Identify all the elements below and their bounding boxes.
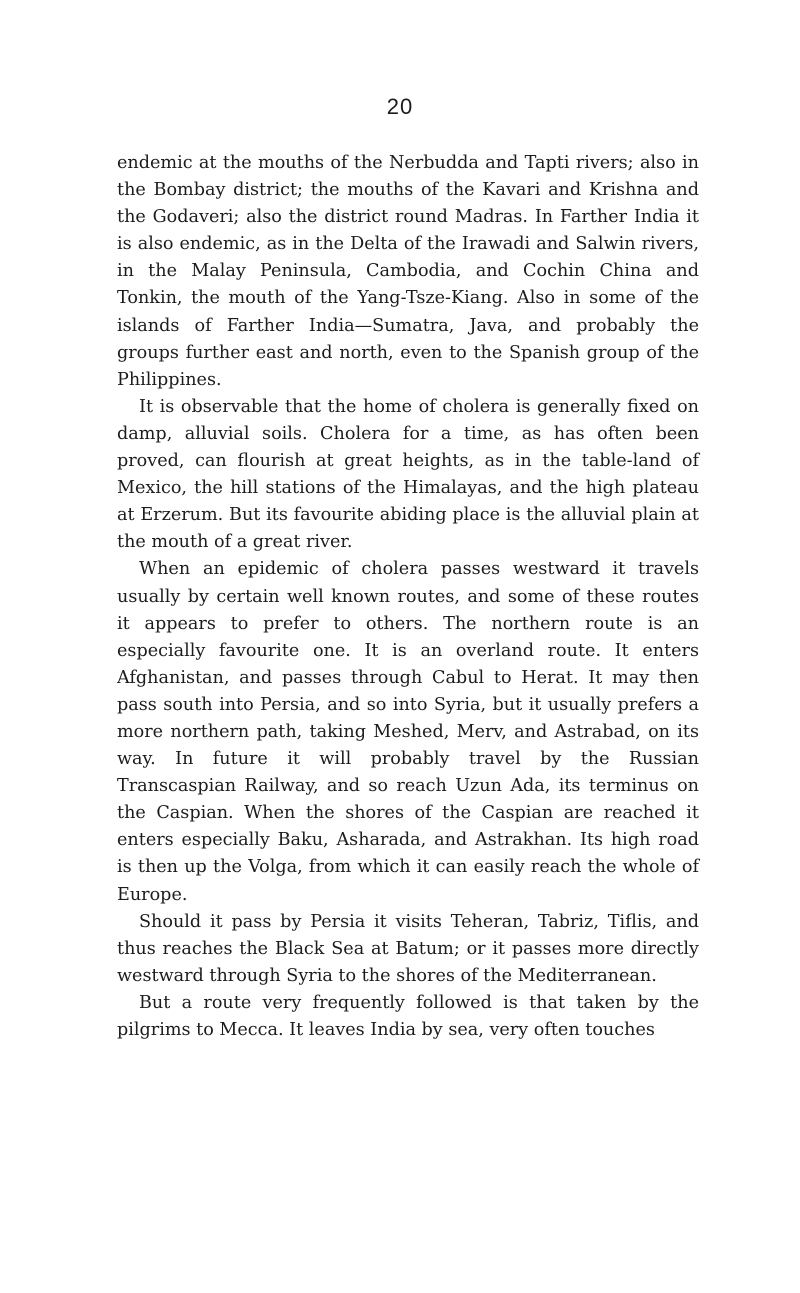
body-text: [117, 150, 699, 1044]
page-number: 20: [386, 94, 414, 119]
paragraph-5: But a route very frequently followed is that taken by the pilgrims to Mecca. It leaves India by sea, very often touches: [117, 992, 699, 1040]
paragraph-4: Should it pass by Persia it visits Teheran, Tabriz, Tiflis, and thus reaches the Black Sea at Batum; or it passes more directly westward through Syria to the shores of the Mediterranean.: [117, 911, 699, 986]
paragraph-2: It is observable that the home of cholera is generally fixed on damp, alluvial soils. Cholera for a time, as has often been proved, can flourish at great heights, as in the table-land of Mexico, the hill stations of the Himalayas, and the high plateau at Erzerum. But its favourite abiding place is the alluvial plain at the mouth of a great river.: [117, 396, 699, 553]
paragraph-3: When an epidemic of cholera passes westward it travels usually by certain well known routes, and some of these routes it appears to prefer to others. The northern route is an especially favourite one. It is an overland route. It enters Afghanistan, and passes through Cabul to Herat. It may then pass south into Persia, and so into Syria, but it usually prefers a more northern path, taking Meshed, Merv, and Astrabad, on its way. In future it will probably travel by the Russian Transcaspian Railway, and so reach Uzun Ada, its terminus on the Caspian. When the shores of the Caspian are reached it enters especially Baku, Asharada, and Astrakhan. Its high road is then up the Volga, from which it can easily reach the whole of Europe.: [117, 559, 699, 905]
paragraph-1: endemic at the mouths of the Nerbudda and Tapti rivers; also in the Bombay district; the mouths of the Kavari and Krishna and the Godaveri; also the district round Madras. In Farther India it is also endemic, as in the Delta of the Irawadi and Salwin rivers, in the Malay Peninsula, Cambodia, and Cochin China and Tonkin, the mouth of the Yang-Tsze-Kiang. Also in some of the islands of Farther India—Sumatra, Java, and probably the groups further east and north, even to the Spanish group of the Philippines.: [117, 153, 699, 390]
